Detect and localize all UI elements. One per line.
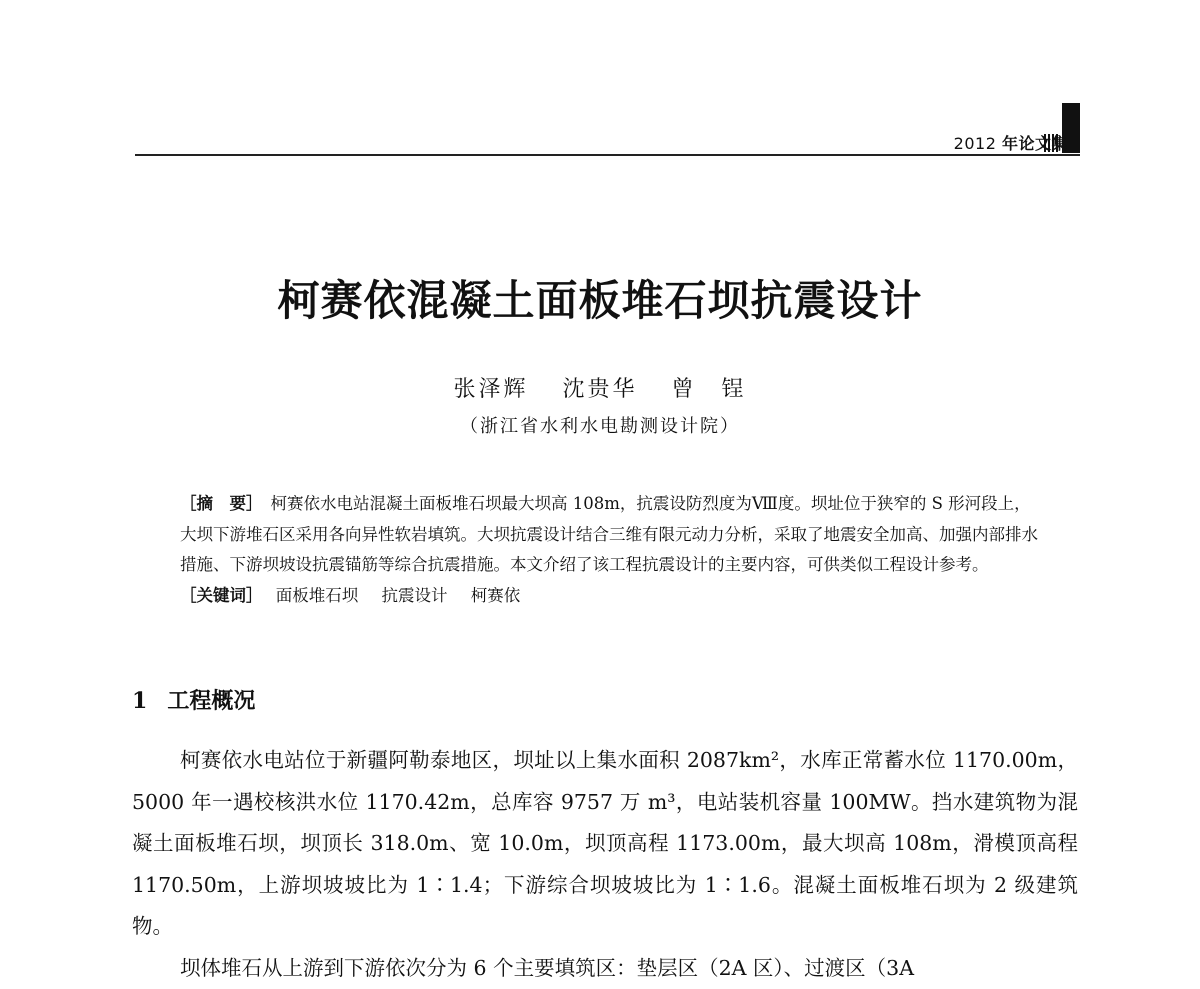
paragraph: 柯赛依水电站位于新疆阿勒泰地区，坝址以上集水面积 2087km²，水库正常蓄水位 1170.00m，5000 年一遇校核洪水位 1170.42m，总库容 9757 万 m³，电站装机容量 100MW。挡水建筑物为混凝土面板堆石坝，坝顶长 318.0m、宽 10.0m，坝顶高程 1173.00m，最大坝高 108m，滑模顶高程 1170.50m，上游坝坡坡比为 1∶1.4；下游综合坝坡坡比为 1∶1.6。混凝土面板堆石坝为 2 级建筑物。 xyxy=(132,740,1078,948)
abstract-block xyxy=(180,489,1040,611)
header-year: 2012 xyxy=(954,134,997,153)
author: 曾 锃 xyxy=(672,377,747,402)
keywords xyxy=(180,581,1040,612)
body-text xyxy=(132,740,1078,989)
affiliation: （浙江省水利水电勘测设计院） xyxy=(0,412,1200,438)
author: 沈贵华 xyxy=(562,377,637,402)
paragraph: 坝体堆石从上游到下游依次分为 6 个主要填筑区：垫层区（2A 区）、过渡区（3A xyxy=(132,948,1078,989)
section-heading xyxy=(132,684,255,715)
running-header xyxy=(954,131,1068,154)
keyword: 抗震设计 xyxy=(382,586,448,605)
section-title: 工程概况 xyxy=(167,688,255,714)
header-rule xyxy=(135,154,1080,156)
abstract-text: 柯赛依水电站混凝土面板堆石坝最大坝高 108m，抗震设防烈度为Ⅷ度。坝址位于狭窄的 S 形河段上，大坝下游堆石区采用各向异性软岩填筑。大坝抗震设计结合三维有限元动力分析，采取了地震安全加高、加强内部排水措施、下游坝坡设抗震锚筋等综合抗震措施。本文介绍了该工程抗震设计的主要内容，可供类似工程设计参考。 xyxy=(180,494,1038,574)
author: 张泽辉 xyxy=(453,377,528,402)
header-collection: 年论文集 xyxy=(1002,134,1068,153)
paper-title: 柯赛依混凝土面板堆石坝抗震设计 xyxy=(0,268,1200,328)
abstract xyxy=(180,489,1040,581)
keyword: 面板堆石坝 xyxy=(276,586,359,605)
keyword: 柯赛依 xyxy=(471,586,521,605)
abstract-label: ［摘 要］ xyxy=(180,494,263,513)
keywords-label: ［关键词］ xyxy=(180,586,263,605)
author-list xyxy=(0,372,1200,403)
section-number: 1 xyxy=(132,688,147,714)
